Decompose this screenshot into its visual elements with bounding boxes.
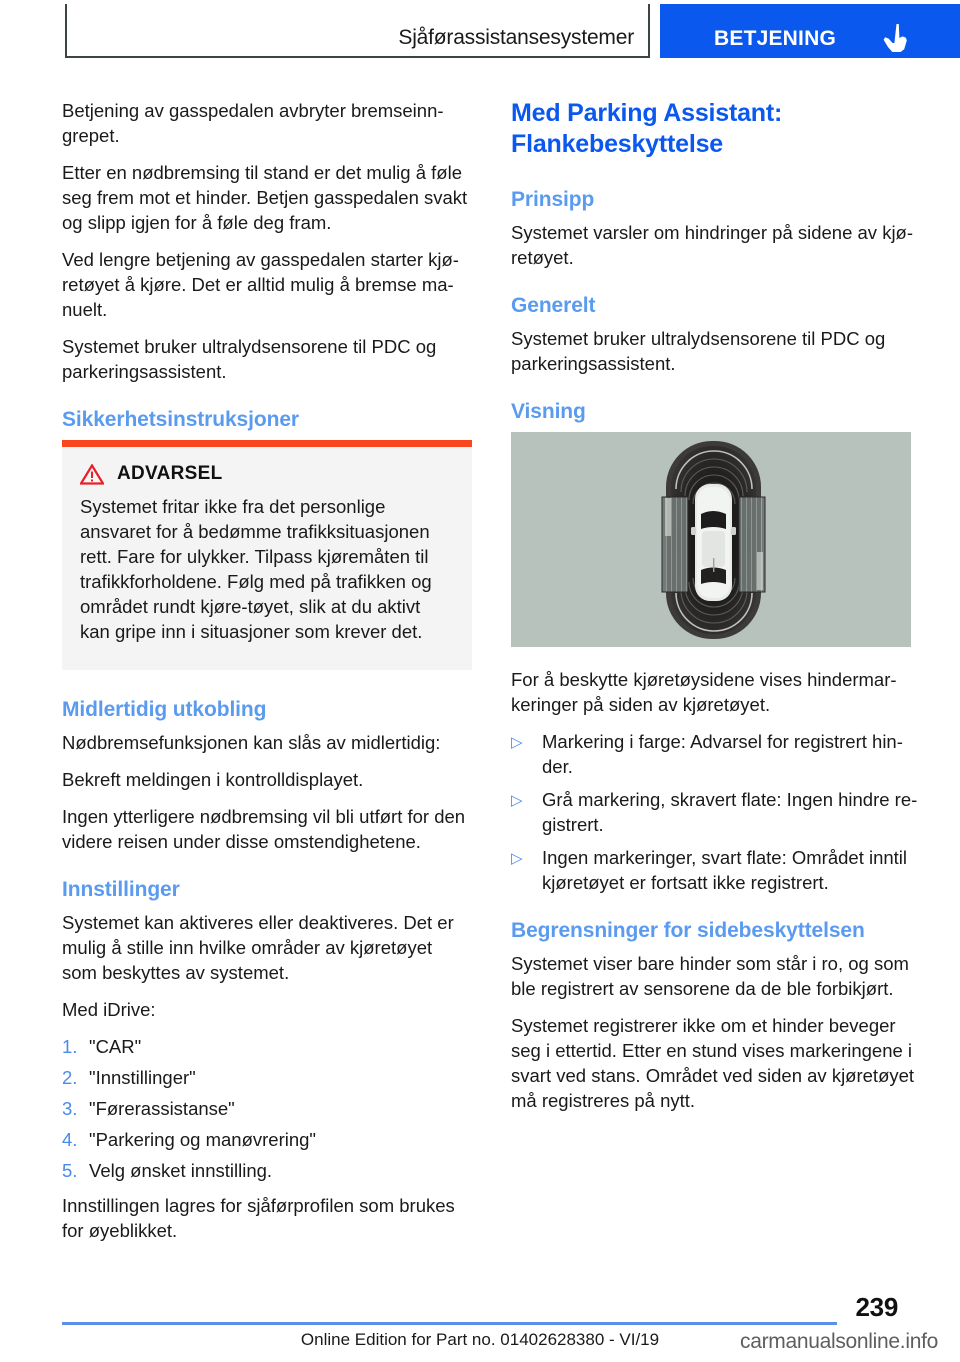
footer-note: Online Edition for Part no. 01402628380 - VI/19: [300, 1330, 660, 1349]
paragraph: Betjening av gasspedalen avbryter bremseinn-grepet.: [62, 100, 444, 146]
idrive-label: Med iDrive:: [62, 999, 156, 1020]
list-item: [62, 1065, 472, 1090]
paragraph: Systemet bruker ultralydsensorene til PDC og parkeringsassistent.: [62, 336, 437, 382]
bullet-text: Markering i farge: Advarsel for registrert hin-der.: [542, 731, 903, 777]
top-down-vehicle-parking-zones-illustration: [511, 432, 911, 647]
list-item: [511, 787, 921, 837]
paragraph: Systemet bruker ultralydsensorene til PDC og parkeringsassistent.: [511, 328, 886, 374]
section-heading-principle: Prinsipp: [511, 188, 595, 211]
bullet-text: Grå markering, skravert flate: Ingen hindre re-gistrert.: [542, 789, 918, 835]
step-number: 1.: [62, 1036, 78, 1057]
marking-bullets-list: [511, 729, 921, 895]
paragraph: Ved lengre betjening av gasspedalen starter kjø-retøyet å kjøre. Det er alltid mulig å bremse ma-nuelt.: [62, 249, 459, 320]
pointing-hand-icon: [882, 22, 910, 54]
page-title: Med Parking Assistant: Flankebeskyttelse: [511, 99, 783, 158]
paragraph: For å beskytte kjøretøysidene vises hindermar-keringer på siden av kjøretøyet.: [511, 669, 897, 715]
triangle-bullet-icon: ▷: [511, 734, 523, 751]
triangle-bullet-icon: ▷: [511, 792, 523, 809]
header-chapter-box: [65, 4, 650, 58]
warning-title: ADVARSEL: [117, 463, 223, 484]
footer-divider: [62, 1322, 837, 1325]
step-text: "CAR": [89, 1036, 142, 1057]
paragraph: Ingen ytterligere nødbremsing vil bli utført for den videre reisen under disse omstendighetene.: [62, 806, 466, 852]
step-number: 2.: [62, 1067, 78, 1088]
triangle-bullet-icon: ▷: [511, 850, 523, 867]
bullet-text: Ingen markeringer, svart flate: Området inntil kjøretøyet er fortsatt ikke registrert.: [542, 847, 908, 893]
section-heading-settings: Innstillinger: [62, 878, 180, 901]
paragraph: Nødbremsefunksjonen kan slås av midlertidig:: [62, 732, 441, 753]
header-section-label: BETJENING: [714, 27, 836, 50]
paragraph: Systemet registrerer ikke om et hinder beveger seg i ettertid. Etter en stund vises markeringene i svart ved stans. Området ved siden av kjøretøyet må registreres på nytt.: [511, 1015, 915, 1111]
list-item: [62, 1158, 472, 1183]
step-text: Velg ønsket innstilling.: [89, 1160, 273, 1181]
paragraph: Systemet viser bare hinder som står i ro, og som ble registrert av sensorene da de ble forbikjørt.: [511, 953, 909, 999]
page-header: [0, 0, 960, 70]
right-column: [511, 98, 921, 1125]
step-text: "Parkering og manøvrering": [89, 1129, 317, 1150]
paragraph: Innstillingen lagres for sjåførprofilen som brukes for øyeblikket.: [62, 1195, 455, 1241]
list-item: [62, 1096, 472, 1121]
section-heading-limitations: Begrensninger for sidebeskyttelsen: [511, 919, 865, 942]
list-item: [62, 1127, 472, 1152]
header-section-box: [660, 4, 960, 58]
step-number: 4.: [62, 1129, 78, 1150]
warning-callout: [62, 440, 472, 670]
warning-triangle-icon: [80, 464, 104, 485]
list-item: [511, 729, 921, 779]
step-number: 5.: [62, 1160, 78, 1181]
warning-text: Systemet fritar ikke fra det personlige ansvaret for å bedømme trafikksituasjonen rett. Fare for ulykker. Tilpass kjøremåten til trafikkforholdene. Følg med på trafikken og området rundt kjøre-tøyet, slik at du aktivt kan gripe inn i situasjoner som krever det.: [80, 496, 432, 642]
section-heading-general: Generelt: [511, 294, 596, 317]
list-item: [62, 1034, 472, 1059]
list-item: [511, 845, 921, 895]
idrive-steps-list: [62, 1034, 472, 1183]
section-heading-safety: Sikkerhetsinstruksjoner: [62, 408, 299, 431]
step-text: "Innstillinger": [89, 1067, 196, 1088]
watermark: carmanualsonline.info: [740, 1330, 938, 1353]
left-column: [62, 98, 472, 1255]
section-heading-temporary-deactivation: Midlertidig utkobling: [62, 698, 267, 721]
section-heading-display: Visning: [511, 400, 586, 423]
step-number: 3.: [62, 1098, 78, 1119]
header-chapter-label: Sjåførassistansesystemer: [398, 26, 634, 49]
parking-zone-figure-svg: [511, 432, 911, 647]
paragraph: Bekreft meldingen i kontrolldisplayet.: [62, 769, 364, 790]
step-text: "Førerassistanse": [89, 1098, 235, 1119]
paragraph: Etter en nødbremsing til stand er det mulig å føle seg frem mot et hinder. Betjen gasspedalen svakt og slipp igjen for å føle deg fram.: [62, 162, 468, 233]
page-number: 239: [855, 1292, 898, 1322]
paragraph: Systemet varsler om hindringer på sidene av kjø-retøyet.: [511, 222, 914, 268]
paragraph: Systemet kan aktiveres eller deaktiveres. Det er mulig å stille inn hvilke områder av kjøretøyet som beskyttes av systemet.: [62, 912, 454, 983]
warning-rule: [62, 440, 472, 447]
